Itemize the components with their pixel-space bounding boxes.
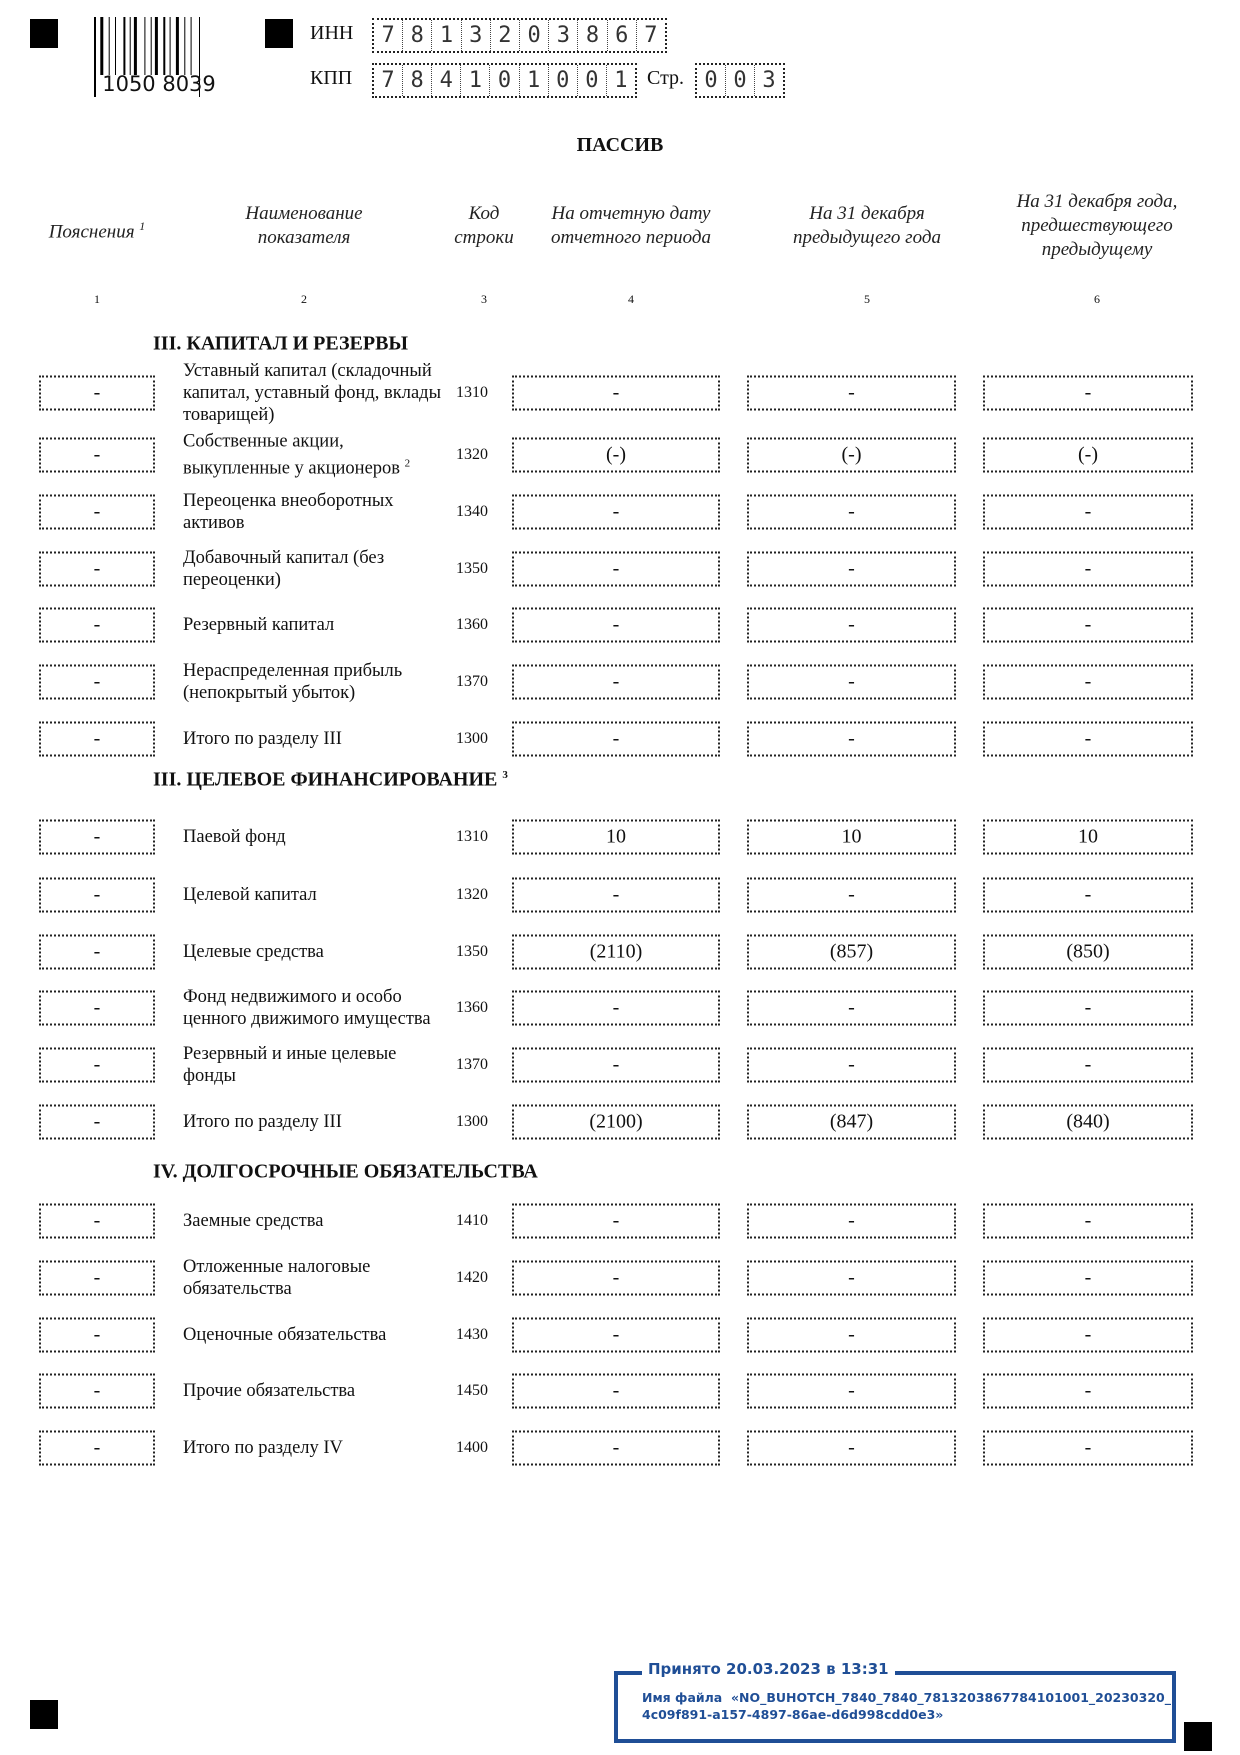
row-code: 1420 xyxy=(456,1269,488,1286)
value-previous-year[interactable]: - xyxy=(747,1431,956,1466)
page-label: Стр. xyxy=(647,67,685,89)
row-name-text: Оценочные обязательства xyxy=(183,1325,387,1345)
row-name xyxy=(183,986,453,1030)
row-name xyxy=(183,1043,453,1087)
digit-cell: 4 xyxy=(432,65,461,96)
row-code: 1300 xyxy=(456,1113,488,1130)
digit-cell: 8 xyxy=(578,20,607,51)
value-current-period[interactable]: - xyxy=(512,878,720,913)
row-code: 1370 xyxy=(456,673,488,690)
row-name xyxy=(183,547,453,591)
row-code: 1320 xyxy=(456,446,488,463)
row-code: 1340 xyxy=(456,503,488,520)
note-cell[interactable]: - xyxy=(39,376,155,411)
value-year-before-previous[interactable]: (850) xyxy=(983,935,1193,970)
barcode-bar xyxy=(170,17,171,75)
section-heading xyxy=(153,769,508,792)
row-code: 1360 xyxy=(456,616,488,633)
value-year-before-previous[interactable]: - xyxy=(983,665,1193,700)
digit-cell: 0 xyxy=(578,65,607,96)
row-code: 1310 xyxy=(456,384,488,401)
value-year-before-previous[interactable]: - xyxy=(983,552,1193,587)
value-previous-year[interactable]: - xyxy=(747,1048,956,1083)
note-cell[interactable]: - xyxy=(39,1318,155,1353)
column-number-5: 5 xyxy=(864,292,870,306)
section-title: III. ЦЕЛЕВОЕ ФИНАНСИРОВАНИЕ xyxy=(153,768,498,791)
digit-cell: 0 xyxy=(520,20,549,51)
stamp-file-label: Имя файла xyxy=(642,1690,723,1705)
value-current-period[interactable]: - xyxy=(512,665,720,700)
value-current-period[interactable]: - xyxy=(512,1374,720,1409)
row-name xyxy=(183,490,453,534)
value-previous-year[interactable]: - xyxy=(747,665,956,700)
note-cell[interactable]: - xyxy=(39,665,155,700)
digit-cell: 7 xyxy=(374,20,403,51)
row-code: 1320 xyxy=(456,886,488,903)
footnote-marker: 2 xyxy=(404,457,411,470)
barcode-bar xyxy=(151,17,152,75)
row-name-text: Прочие обязательства xyxy=(183,1381,356,1401)
row-name xyxy=(183,660,453,704)
value-current-period[interactable]: - xyxy=(512,495,720,530)
value-year-before-previous[interactable]: - xyxy=(983,1374,1193,1409)
barcode-bar xyxy=(191,17,192,75)
digit-cell: 1 xyxy=(461,65,490,96)
row-name xyxy=(183,884,453,906)
value-previous-year[interactable]: - xyxy=(747,1318,956,1353)
note-cell[interactable]: - xyxy=(39,495,155,530)
value-current-period[interactable]: (2100) xyxy=(512,1105,720,1140)
digit-cell: 8 xyxy=(403,65,432,96)
row-name xyxy=(183,1111,453,1133)
value-year-before-previous[interactable]: - xyxy=(983,376,1193,411)
inn-field xyxy=(372,18,667,53)
digit-cell: 1 xyxy=(432,20,461,51)
barcode-bar xyxy=(155,17,158,75)
column-header-notes: Пояснения $^1$ xyxy=(48,219,146,243)
value-previous-year[interactable]: - xyxy=(747,722,956,757)
digit-cell: 2 xyxy=(491,20,520,51)
section-title: IV. ДОЛГОСРОЧНЫЕ ОБЯЗАТЕЛЬСТВА xyxy=(153,1160,538,1183)
row-name-text: Целевые средства xyxy=(183,942,324,962)
note-cell[interactable]: - xyxy=(39,1048,155,1083)
barcode-bar xyxy=(100,17,103,75)
note-cell[interactable]: - xyxy=(39,722,155,757)
digit-cell: 0 xyxy=(726,65,755,96)
row-name-text: Переоценка внеоборотных активов xyxy=(183,491,394,533)
row-name-text: Паевой фонд xyxy=(183,827,286,847)
barcode-bar xyxy=(144,17,145,75)
row-name xyxy=(183,1256,453,1300)
row-name-text: Добавочный капитал (без переоценки) xyxy=(183,548,385,590)
value-current-period[interactable]: - xyxy=(512,1431,720,1466)
row-name-text: Итого по разделу III xyxy=(183,1112,342,1132)
note-cell[interactable]: - xyxy=(39,1261,155,1296)
value-previous-year[interactable]: - xyxy=(747,495,956,530)
row-code: 1430 xyxy=(456,1326,488,1343)
value-previous-year[interactable]: - xyxy=(747,1261,956,1296)
row-name-text: Нераспределенная прибыль (непокрытый убыток) xyxy=(183,661,403,703)
row-name xyxy=(183,430,453,479)
value-year-before-previous[interactable]: (840) xyxy=(983,1105,1193,1140)
digit-cell: 1 xyxy=(520,65,549,96)
note-cell[interactable]: - xyxy=(39,878,155,913)
note-cell[interactable]: - xyxy=(39,991,155,1026)
digit-cell: 1 xyxy=(614,68,628,93)
row-code: 1350 xyxy=(456,560,488,577)
value-year-before-previous[interactable]: - xyxy=(983,1431,1193,1466)
note-cell[interactable]: - xyxy=(39,552,155,587)
row-name-text: Фонд недвижимого и особо ценного движимого имущества xyxy=(183,987,431,1029)
row-name xyxy=(183,1437,453,1459)
value-previous-year[interactable]: - xyxy=(747,1374,956,1409)
value-current-period[interactable]: - xyxy=(512,376,720,411)
barcode xyxy=(92,17,226,97)
row-name-text: Заемные средства xyxy=(183,1211,324,1231)
value-previous-year[interactable]: - xyxy=(747,552,956,587)
column-header-current: На отчетную дату отчетного периода xyxy=(550,203,712,248)
value-current-period[interactable]: - xyxy=(512,1204,720,1239)
column-header-prev-prev-year: На 31 декабря года, предшествующего предыдущему xyxy=(1016,191,1178,260)
value-previous-year[interactable]: (-) xyxy=(747,438,956,473)
value-current-period[interactable]: - xyxy=(512,1048,720,1083)
digit-cell: 3 xyxy=(762,68,776,93)
barcode-bar xyxy=(109,17,110,75)
column-number-1: 1 xyxy=(94,292,100,306)
row-code: 1310 xyxy=(456,828,488,845)
value-previous-year[interactable]: - xyxy=(747,608,956,643)
note-cell[interactable]: - xyxy=(39,608,155,643)
value-current-period[interactable]: (-) xyxy=(512,438,720,473)
column-number-4: 4 xyxy=(628,292,634,306)
column-header-code: Код строки xyxy=(454,203,514,248)
value-previous-year[interactable]: - xyxy=(747,991,956,1026)
footnote-marker: 3 xyxy=(502,768,508,781)
row-code: 1400 xyxy=(456,1439,488,1456)
row-name-text: Собственные акции, выкупленные у акционеров xyxy=(183,431,401,479)
section-heading xyxy=(153,333,408,356)
column-header-name: Наименование показателя xyxy=(245,203,363,248)
barcode-bar xyxy=(115,17,116,75)
digit-cell: 0 xyxy=(549,65,578,96)
row-code: 1350 xyxy=(456,943,488,960)
digit-cell: 7 xyxy=(644,23,658,48)
section-title: III. КАПИТАЛ И РЕЗЕРВЫ xyxy=(153,332,409,355)
digit-cell: 0 xyxy=(490,65,519,96)
note-cell[interactable]: - xyxy=(39,1374,155,1409)
registration-marker-top-center xyxy=(265,19,293,48)
row-code: 1360 xyxy=(456,999,488,1016)
stamp-file-name-2: 4c09f891-a157-4897-86ae-d6d998cdd0e3» xyxy=(642,1707,944,1722)
value-previous-year[interactable]: (847) xyxy=(747,1105,956,1140)
registration-marker-bottom-right xyxy=(1184,1722,1212,1751)
row-name xyxy=(183,728,453,750)
value-current-period[interactable]: - xyxy=(512,722,720,757)
value-current-period[interactable]: - xyxy=(512,991,720,1026)
row-name-text: Итого по разделу IV xyxy=(183,1438,343,1458)
row-code: 1300 xyxy=(456,730,488,747)
registration-marker-bottom-left xyxy=(30,1700,58,1729)
row-name xyxy=(183,1324,453,1346)
digit-cell: 8 xyxy=(403,20,432,51)
row-code: 1370 xyxy=(456,1056,488,1073)
inn-label: ИНН xyxy=(310,22,354,44)
value-previous-year[interactable]: - xyxy=(747,1204,956,1239)
value-year-before-previous[interactable]: - xyxy=(983,495,1193,530)
page-number-field xyxy=(695,63,785,98)
row-name-text: Отложенные налоговые обязательства xyxy=(183,1257,371,1299)
value-current-period[interactable]: 10 xyxy=(512,820,720,855)
section-heading xyxy=(153,1161,538,1184)
note-cell[interactable]: - xyxy=(39,1431,155,1466)
page-title: ПАССИВ xyxy=(576,134,664,156)
value-year-before-previous[interactable]: - xyxy=(983,1204,1193,1239)
value-current-period[interactable]: - xyxy=(512,1318,720,1353)
acceptance-stamp xyxy=(614,1660,1176,1743)
barcode-bar xyxy=(134,17,137,75)
row-name xyxy=(183,941,453,963)
barcode-bar xyxy=(123,17,125,75)
value-year-before-previous[interactable]: - xyxy=(983,878,1193,913)
column-number-3: 3 xyxy=(481,292,487,306)
note-cell[interactable]: - xyxy=(39,820,155,855)
value-current-period[interactable]: - xyxy=(512,1261,720,1296)
value-previous-year[interactable]: - xyxy=(747,376,956,411)
column-header-prev-year: На 31 декабря предыдущего года xyxy=(793,203,941,248)
value-year-before-previous[interactable]: - xyxy=(983,722,1193,757)
row-name-text: Итого по разделу III xyxy=(183,729,342,749)
digit-cell: 7 xyxy=(374,65,403,96)
row-name-text: Резервный и иные целевые фонды xyxy=(183,1044,397,1086)
row-name-text: Резервный капитал xyxy=(183,615,335,635)
row-name xyxy=(183,1380,453,1402)
value-year-before-previous[interactable]: - xyxy=(983,1261,1193,1296)
value-year-before-previous[interactable]: 10 xyxy=(983,820,1193,855)
value-year-before-previous[interactable]: - xyxy=(983,1048,1193,1083)
column-number-2: 2 xyxy=(301,292,307,306)
row-name xyxy=(183,826,453,848)
digit-cell: 3 xyxy=(462,20,491,51)
digit-cell: 0 xyxy=(697,65,726,96)
stamp-file-name-1: «NO_BUHOTCH_7840_7840_7813203867784101001_20230320_ xyxy=(730,1690,1171,1705)
row-code: 1410 xyxy=(456,1212,488,1229)
value-previous-year[interactable]: - xyxy=(747,878,956,913)
barcode-bar xyxy=(184,17,185,75)
stamp-file-info xyxy=(642,1689,1171,1723)
value-current-period[interactable]: (2110) xyxy=(512,935,720,970)
row-name xyxy=(183,1210,453,1232)
digit-cell: 3 xyxy=(549,20,578,51)
note-cell[interactable]: - xyxy=(39,1105,155,1140)
value-year-before-previous[interactable]: - xyxy=(983,1318,1193,1353)
column-number-6: 6 xyxy=(1094,292,1100,306)
registration-marker-top-left xyxy=(30,19,58,48)
value-year-before-previous[interactable]: - xyxy=(983,991,1193,1026)
barcode-bar xyxy=(130,17,131,75)
kpp-label: КПП xyxy=(310,67,353,89)
barcode-bar xyxy=(163,17,165,75)
note-cell[interactable]: - xyxy=(39,438,155,473)
stamp-title: Принято 20.03.2023 в 13:31 xyxy=(642,1660,895,1678)
note-cell[interactable]: - xyxy=(39,935,155,970)
digit-cell: 6 xyxy=(608,20,637,51)
value-year-before-previous[interactable]: - xyxy=(983,608,1193,643)
barcode-bar xyxy=(176,17,179,75)
note-cell[interactable]: - xyxy=(39,1204,155,1239)
row-name-text: Целевой капитал xyxy=(183,885,317,905)
value-year-before-previous[interactable]: (-) xyxy=(983,438,1193,473)
row-name xyxy=(183,614,453,636)
value-previous-year[interactable]: (857) xyxy=(747,935,956,970)
kpp-field xyxy=(372,63,637,98)
value-current-period[interactable]: - xyxy=(512,608,720,643)
row-name-text: Уставный капитал (складочный капитал, уставный фонд, вклады товарищей) xyxy=(183,361,442,425)
value-current-period[interactable]: - xyxy=(512,552,720,587)
value-previous-year[interactable]: 10 xyxy=(747,820,956,855)
barcode-number: 1050 8039 xyxy=(102,72,216,96)
row-code: 1450 xyxy=(456,1382,488,1399)
row-name xyxy=(183,360,453,426)
